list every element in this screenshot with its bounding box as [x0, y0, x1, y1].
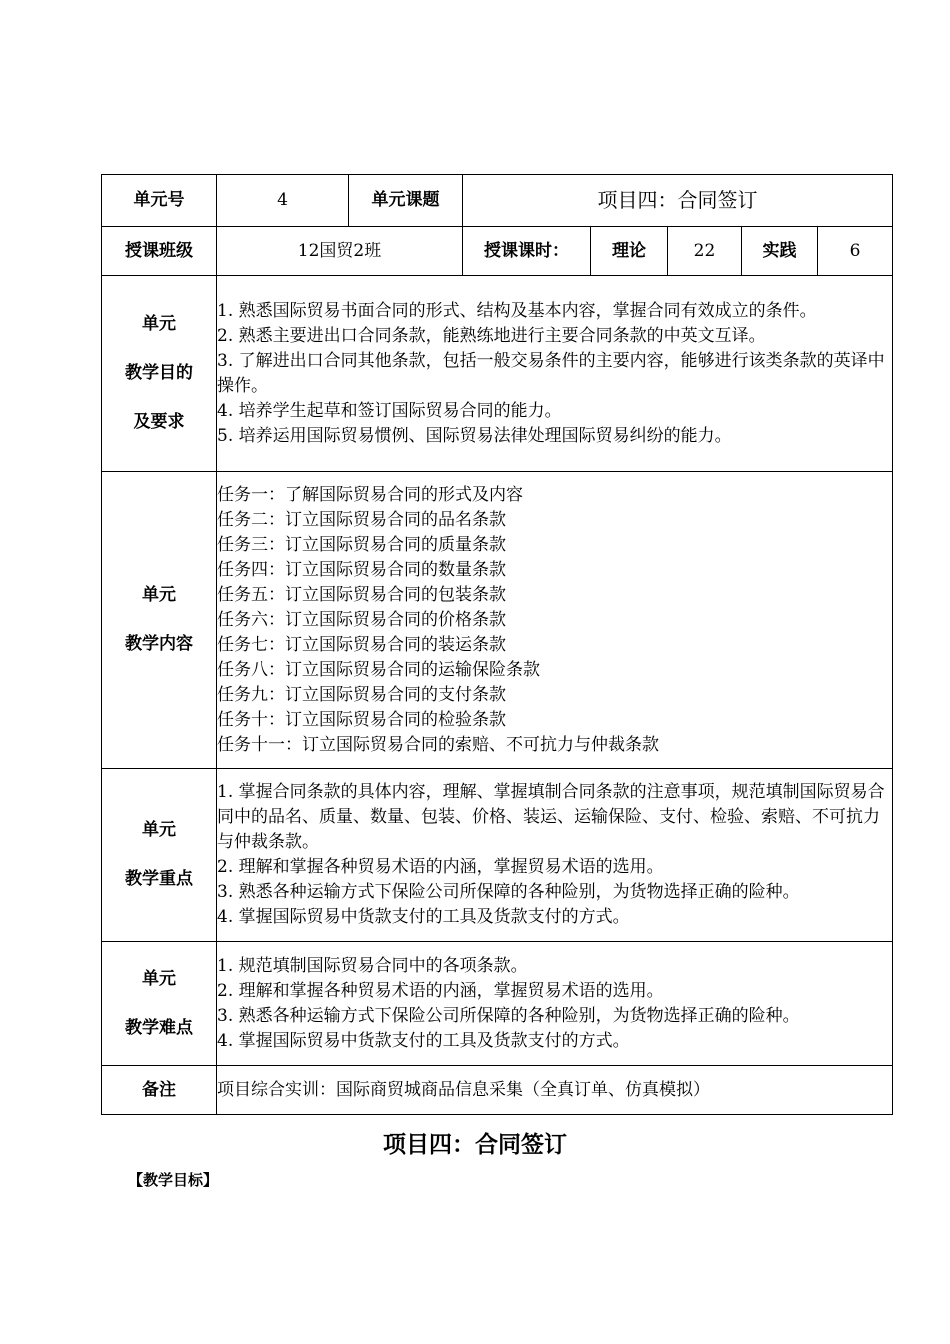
list-item: 2. 理解和掌握各种贸易术语的内涵，掌握贸易术语的选用。	[217, 857, 664, 877]
list-item: 2. 理解和掌握各种贸易术语的内涵，掌握贸易术语的选用。	[217, 980, 664, 1001]
list-item: 任务三：订立国际贸易合同的质量条款	[217, 534, 506, 555]
list-item: 任务五：订立国际贸易合同的包装条款	[217, 584, 506, 605]
class-value: 12国贸2班	[217, 227, 463, 276]
difficulties-row	[102, 942, 893, 1066]
list-item: 任务一：了解国际贸易合同的形式及内容	[217, 484, 523, 505]
list-item: 4. 培养学生起草和签订国际贸易合同的能力。	[217, 400, 562, 421]
list-item: 任务四：订立国际贸易合同的数量条款	[217, 559, 506, 580]
list-item: 3. 了解进出口合同其他条款，包括一般交易条件的主要内容，能够进行该类条款的英译中操作。	[217, 350, 885, 396]
class-label: 授课班级	[102, 227, 217, 276]
objectives-label: 单元 教学目的 及要求	[102, 276, 217, 472]
hours-label: 授课课时：	[463, 227, 591, 276]
list-item: 5. 培养运用国际贸易惯例、国际贸易法律处理国际贸易纠纷的能力。	[217, 425, 732, 446]
practice-value: 6	[818, 227, 893, 276]
list-item: 3. 熟悉各种运输方式下保险公司所保障的各种险别，为货物选择正确的险种。	[217, 882, 800, 902]
list-item: 任务八：订立国际贸易合同的运输保险条款	[217, 659, 540, 680]
contents-label: 单元 教学内容	[102, 472, 217, 769]
key-points-label: 单元 教学重点	[102, 769, 217, 942]
list-item: 任务九：订立国际贸易合同的支付条款	[217, 684, 506, 705]
list-item: 2. 熟悉主要进出口合同条款，能熟练地进行主要合同条款的中英文互译。	[217, 325, 766, 346]
difficulties-label: 单元 教学难点	[102, 942, 217, 1066]
list-item: 任务七：订立国际贸易合同的装运条款	[217, 634, 506, 655]
list-item: 任务十：订立国际贸易合同的检验条款	[217, 709, 506, 730]
header-row	[102, 175, 893, 227]
list-item: 1. 掌握合同条款的具体内容，理解、掌握填制合同条款的注意事项，规范填制国际贸易合同中的品名、质量、数量、包装、价格、装运、运输保险、支付、检验、索赔、不可抗力与仲裁条款。	[217, 782, 885, 852]
unit-plan-table	[101, 174, 893, 1115]
list-item: 4. 掌握国际贸易中货款支付的工具及货款支付的方式。	[217, 907, 630, 927]
list-item: 4. 掌握国际贸易中货款支付的工具及货款支付的方式。	[217, 1030, 630, 1051]
remarks-value: 项目综合实训：国际商贸城商品信息采集（全真订单、仿真模拟）	[217, 1066, 893, 1115]
theory-value: 22	[668, 227, 742, 276]
list-item: 任务六：订立国际贸易合同的价格条款	[217, 609, 506, 630]
section-heading: 【教学目标】	[128, 1171, 219, 1189]
unit-no-value: 4	[217, 175, 349, 227]
difficulties-content	[217, 942, 893, 1066]
unit-no-label: 单元号	[102, 175, 217, 227]
theory-label: 理论	[591, 227, 668, 276]
key-points-content	[217, 769, 893, 942]
unit-topic-label: 单元课题	[349, 175, 463, 227]
contents-content	[217, 472, 893, 769]
page-title: 项目四：合同签订	[383, 1132, 567, 1158]
list-item: 3. 熟悉各种运输方式下保险公司所保障的各种险别，为货物选择正确的险种。	[217, 1005, 800, 1026]
unit-topic-value: 项目四：合同签订	[463, 175, 893, 227]
list-item: 1. 熟悉国际贸易书面合同的形式、结构及基本内容，掌握合同有效成立的条件。	[217, 300, 817, 321]
key-points-row	[102, 769, 893, 942]
list-item: 1. 规范填制国际贸易合同中的各项条款。	[217, 955, 528, 976]
remarks-label: 备注	[102, 1066, 217, 1115]
remarks-row	[102, 1066, 893, 1115]
practice-label: 实践	[742, 227, 818, 276]
list-item: 任务十一：订立国际贸易合同的索赔、不可抗力与仲裁条款	[217, 734, 659, 755]
objectives-content	[217, 276, 893, 472]
contents-row	[102, 472, 893, 769]
class-row	[102, 227, 893, 276]
objectives-row	[102, 276, 893, 472]
list-item: 任务二：订立国际贸易合同的品名条款	[217, 509, 506, 530]
